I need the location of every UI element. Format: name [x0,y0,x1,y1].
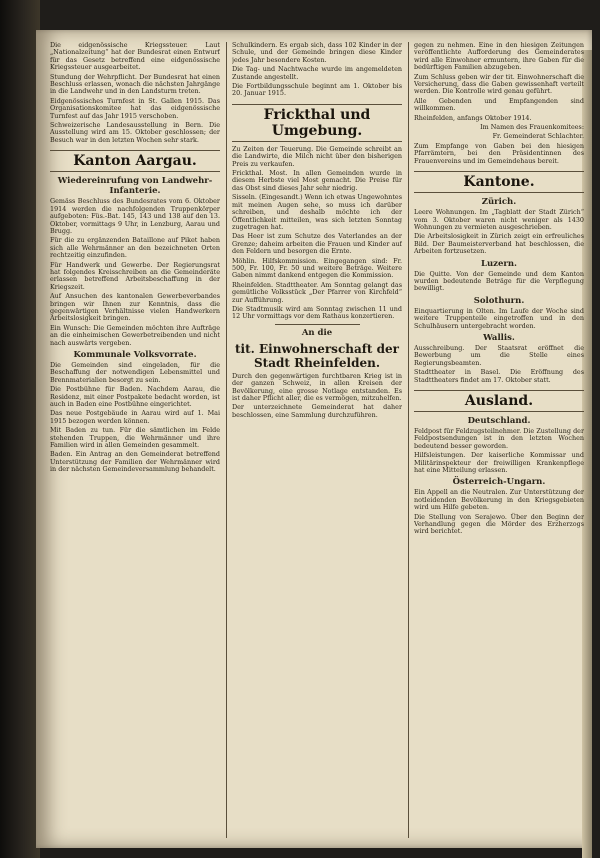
article-sisseln: Sisseln. (Eingesandt.) Wenn ich etwas Ungewohntes mit meinen Augen sehe, so muss ich darüber schreiben, und deshalb möchte ich der Öffentlichkeit mitteilen, was sich letzten Sonntag zugetragen hat. [232,193,402,231]
signature-line-2: Fr. Gemeinderat Schlachter. [492,132,584,141]
section-heading-kanton-aargau: Kanton Aargau. [50,150,220,172]
address-prefix: An die [301,327,333,338]
book-spine [0,0,40,858]
article-postbuehne: Die Postbühne für Baden. Nachdem Aarau, die Residenz, mit einer Postpakete bedacht worden, ist auch in Baden eine Postbühne eingerichtet. [50,385,220,409]
article-appell: Ein Appell an die Neutralen. Zur Unterstützung der notleidenden Bevölkerung in den Kriegsgebieten wird um Hilfe gebeten. [414,488,584,512]
article-aufgebot: Gemäss Beschluss des Bundesrates vom 6. Oktober 1914 werden die nachfolgenden Truppenkörper aufgeboten: Füs.-Bat. 145, 143 und 138 auf den 13. Oktober, vormittags 9 Uhr, in Lenzburg, Aarau und Brugg. [50,197,220,235]
column-1 [50,42,220,842]
appeal-welcome: Alle Gebenden und Empfangenden sind willkommen. [414,96,584,113]
divider [275,324,360,325]
article-stadttheater: Rheinfelden. Stadttheater. Am Sonntag gelangt das gemütliche Volksstück „Der Pfarrer von Kirchfeld“ zur Aufführung. [232,280,402,304]
subheading-zuerich: Zürich. [481,197,517,208]
column-3 [414,42,584,842]
address-heading: tit. Einwohnerschaft der Stadt Rheinfelden. [235,341,399,370]
article-turnfest: Eidgenössisches Turnfest in St. Gallen 1915. Das Organisationskomitee hat das eidgenössische Turnfest auf das Jahr 1915 verschoben. [50,96,220,120]
article-handwerk: Für Handwerk und Gewerbe. Der Regierungsrat hat folgendes Kreisschreiben an die Gemeinderäte erlassen betreffend Arbeitsbeschaffung in der Kriegszeit. [50,260,220,291]
article-ausschreibung: Ausschreibung. Der Staatsrat eröffnet die Bewerbung um die Stelle eines Regierungsbeamten. [414,343,584,367]
article-baden: Baden. Ein Antrag an den Gemeinderat betreffend Unterstützung der Familien der Wehrmänner wird in der nächsten Gemeindeversammlung behandelt. [50,450,220,474]
article-hilfsleistungen: Hilfsleistungen. Der kaiserliche Kommissar und Militärinspekteur der freiwilligen Krankenpflege hat eine Mitteilung erlassen. [414,451,584,475]
subheading-deutschland: Deutschland. [467,416,531,426]
article-postgebaeude: Das neue Postgebäude in Aarau wird auf 1. Mai 1915 bezogen werden können. [50,409,220,425]
article-fortbildungsschule: Die Fortbildungsschule beginnt am 1. Oktober bis 20. Januar 1915. [232,82,402,98]
column-rule [408,42,409,838]
subheading-luzern: Luzern. [480,258,517,269]
article-basel: Stadttheater in Basel. Die Eröffnung des Stadttheaters findet am 17. Oktober statt. [414,368,584,384]
appeal-conclusion: Zum Schluss geben wir der tit. Einwohnerschaft die Versicherung, dass die Gaben gewissenhaft verteilt werden. Die Kontrolle wird genau geführt. [414,72,584,96]
article-einquartierung: Einquartierung in Olten. Im Laufe der Woche sind weitere Truppenteile eingetroffen und in den Schulhäusern untergebracht worden. [414,306,584,330]
article-schulkinder: Schulkindern. Es ergab sich, dass 102 Kinder in der Schule, und der Gemeinde bringen diese Kinder jedes Jahr besondere Kosten. [232,42,402,64]
column-rule [226,42,227,838]
article-moehlin: Möhlin. Hilfskommission. Eingegangen sind: Fr. 500, Fr. 100, Fr. 50 und weitere Beträge. Weitere Gaben nimmt dankend entgegen die Kommission. [232,256,402,280]
article-kriegssteuer: Die eidgenössische Kriegssteuer. Laut „Nationalzeitung“ hat der Bundesrat einen Entwurf für das Gesetz betreffend eine eidgenössische Kriegssteuer ausgearbeitet. [50,42,220,72]
article-feldpost: Feldpost für Feldzugsteilnehmer. Die Zustellung der Feldpostsendungen ist in den letzten Wochen bedeutend besser geworden. [414,427,584,450]
appeal-continued: gegen zu nehmen. Eine in den hiesigen Zeitungen veröffentlichte Aufforderung des Gemeinderates wird alle Einwohner ermuntern, ihre Gaben für die bedürftigen Familien abzugeben. [414,42,584,72]
article-nachtwache: Die Tag- und Nachtwache wurde im angemeldeten Zustande angestellt. [232,65,402,81]
subheading-solothurn: Solothurn. [473,295,525,306]
article-wohnungen: Leere Wohnungen. Im „Tagblatt der Stadt Zürich“ vom 3. Oktober waren nicht weniger als 1430 Wohnungen zu vermieten ausgeschrieben. [414,208,584,231]
article-stadtmusik: Die Stadtmusik wird am Sonntag zwischen 11 und 12 Uhr vormittags vor dem Rathaus konzertieren. [232,304,402,321]
article-bataillone: Für die zu ergänzenden Bataillone auf Piket haben sich alle Wehrmänner an den bezeichneten Orten rechtzeitig einzufinden. [50,236,220,260]
appeal-text-2: Der unterzeichnete Gemeinderat hat daher beschlossen, eine Sammlung durchzuführen. [232,403,402,419]
appeal-place-date: Rheinfelden, anfangs Oktober 1914. [414,113,532,122]
subheading-oesterreich: Österreich-Ungarn. [452,477,546,488]
section-heading-ausland: Ausland. [414,390,584,412]
article-heer: Das Heer ist zum Schutze des Vaterlandes an der Grenze; daheim arbeiten die Frauen und Kinder auf den Feldern und besorgen die Ernte. [232,232,402,256]
article-teuerung: Zu Zeiten der Teuerung. Die Gemeinde schreibt an die Landwirte, die Milch nicht über den bisherigen Preis zu verkaufen. [232,144,402,168]
article-most: Frickthal. Most. In allen Gemeinden wurde in diesem Herbste viel Most gemacht. Die Preise für das Obst sind dieses Jahr sehr niedrig. [232,169,402,192]
signature-line-1: Im Namen des Frauenkomitees: [480,123,584,132]
article-wehrpflicht: Stundung der Wehrpflicht. Der Bundesrat hat einen Beschluss erlassen, wonach die nächsten Jahrgänge in die Landwehr und in den Landsturm treten. [50,72,220,96]
section-heading-frickthal: Frickthal und Umgebung. [232,104,402,142]
appeal-note: Zum Empfange von Gaben bei den hiesigen Pfarrämtern, bei den Präsidentinnen des Frauenvereins und im Gemeindehaus bereit. [414,141,584,165]
article-quitte: Die Quitte. Von der Gemeinde und dem Kanton wurden bedeutende Beträge für die Verpflegung bewilligt. [414,269,584,293]
subheading-landwehr: Wiedereinrufung von Landwehr-Infanterie. [57,176,213,197]
article-gewerbeverband: Auf Ansuchen des kantonalen Gewerbeverbandes bringen wir Ihnen zur Kenntnis, dass die gegenwärtigen Verhältnisse vielen Handwerkern Arbeitslosigkeit bringen. [50,292,220,323]
article-lebensmittel: Die Gemeinden sind eingeladen, für die Beschaffung der notwendigen Lebensmittel und Brennmaterialien besorgt zu sein. [50,361,220,384]
newspaper-page [36,30,592,848]
subheading-volksvorrate: Kommunale Volksvorrate. [73,350,197,360]
article-serajewo: Die Stellung von Serajewo. Über den Beginn der Verhandlung gegen die Mörder des Erzherzogs wird berichtet. [414,512,584,536]
article-wunsch: Ein Wunsch: Die Gemeinden möchten ihre Aufträge an die einheimischen Gewerbetreibenden und nicht nach auswärts vergeben. [50,323,220,347]
article-sammlung: Mit Baden zu tun. Für die sämtlichen im Felde stehenden Truppen, die Wehrmänner und ihre Familien wird in allen Gemeinden gesammelt. [50,426,220,450]
section-heading-kantone: Kantone. [414,171,584,193]
appeal-text: Durch den gegenwärtigen furchtbaren Krieg ist in der ganzen Schweiz, in allen Kreisen der Bevölkerung, eine grosse Notlage entstanden. Es ist daher Pflicht aller, die es vermögen, mitzuhelfen. [232,371,402,402]
subheading-wallis: Wallis. [483,332,515,343]
article-arbeitslosigkeit: Die Arbeitslosigkeit in Zürich zeigt ein erfreuliches Bild. Der Baumeisterverband hat beschlossen, die Arbeiten fortzusetzen. [414,232,584,256]
column-2 [232,42,402,842]
article-landesausstellung: Schweizerische Landesausstellung in Bern. Die Ausstellung wird am 15. Oktober geschlossen; der Besuch war in den letzten Wochen sehr stark. [50,121,220,144]
